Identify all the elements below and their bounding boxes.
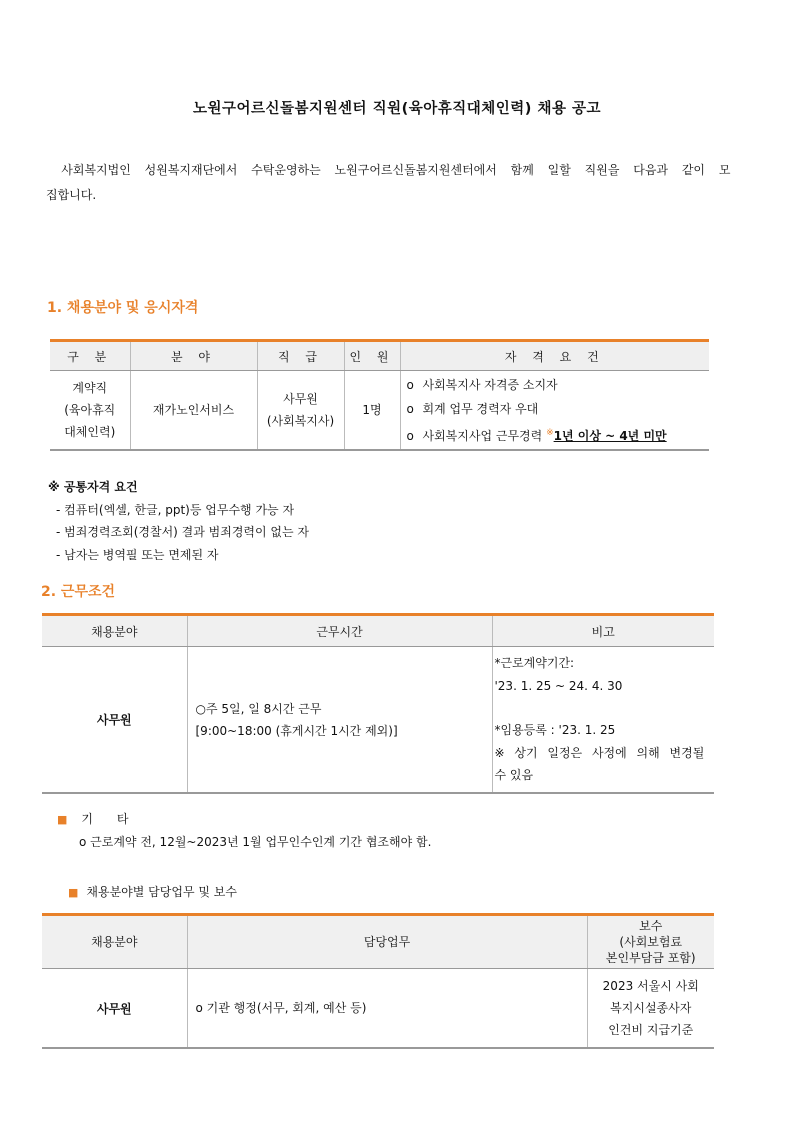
section2-heading: 2. 근무조건: [41, 584, 116, 600]
intro-paragraph: [46, 158, 736, 208]
list-item: - 컴퓨터(엑셀, 한글, ppt)등 업무수행 가능 자: [56, 502, 295, 517]
duties-header-row: [42, 915, 714, 969]
work-header-row: [42, 615, 714, 647]
list-item: o 사회복지사 자격증 소지자: [406, 377, 558, 392]
etc-heading: ■ 기 타: [57, 812, 139, 826]
rank-cell: 사무원 (사회복지사): [257, 371, 344, 451]
col-notes-header: 비고: [492, 615, 714, 647]
col-rank-header: 직 급: [257, 341, 344, 371]
col-duty-header: 담당업무: [187, 915, 587, 969]
type-cell: 계약직 (육아휴직 대체인력): [50, 371, 130, 451]
table-row: [50, 371, 709, 451]
list-item: - 남자는 병역필 또는 면제된 자: [56, 547, 219, 562]
col-field-header: 채용분야: [42, 615, 187, 647]
qualification-header-row: [50, 341, 709, 371]
col-count-header: 인 원: [344, 341, 400, 371]
square-bullet-icon: ■: [57, 813, 68, 826]
common-heading: ※ 공통자격 요건: [48, 480, 138, 494]
col-field-header: 분 야: [130, 341, 257, 371]
col-hours-header: 근무시간: [187, 615, 492, 647]
duties-heading: ■ 채용분야별 담당업무 및 보수: [68, 885, 237, 899]
table-row: [42, 647, 714, 794]
section1-heading: 1. 채용분야 및 응시자격: [47, 300, 199, 316]
col-type-header: 구 분: [50, 341, 130, 371]
quals-cell: [400, 371, 709, 451]
experience-emphasis: 1년 이상 ~ 4년 미만: [553, 428, 667, 443]
work-conditions-table: [42, 613, 714, 794]
list-item: o 회계 업무 경력자 우대: [406, 401, 539, 416]
col-pay-header: 보수 (사회보험료 본인부담금 포함): [587, 915, 714, 969]
page-title: 노원구어르신돌봄지원센터 직원(육아휴직대체인력) 채용 공고: [192, 101, 602, 117]
note-mark: ※: [546, 427, 554, 438]
list-item: o 근로계약 전, 12월~2023년 1월 업무인수인계 기간 협조해야 함.: [79, 835, 432, 849]
list-item: o 사회복지사업 근무경력 ※1년 이상 ~ 4년 미만: [406, 427, 667, 443]
etc-section: [57, 808, 431, 853]
count-cell: 1명: [344, 371, 400, 451]
common-requirements: [48, 476, 309, 566]
duties-pay-table: [42, 913, 714, 1049]
pay-cell: 2023 서울시 사회 복지시설종사자 인건비 지급기준: [587, 969, 714, 1049]
hours-cell: ○주 5일, 일 8시간 근무 [9:00~18:00 (휴게시간 1시간 제외)]: [187, 647, 492, 794]
intro-text: 사회복지법인 성원복지재단에서 수탁운영하는 노원구어르신돌봄지원센터에서 함께 일할 직원을 다음과 같이 모집합니다.: [46, 163, 731, 202]
duty-cell: o 기관 행정(서무, 회계, 예산 등): [187, 969, 587, 1049]
field-cell: 사무원: [42, 647, 187, 794]
notes-cell: *근로계약기간: '23. 1. 25 ~ 24. 4. 30 *임용등록 : '23. 1. 25 ※ 상기 일정은 사정에 의해 변경될 수 있음: [492, 647, 714, 794]
col-quals-header: 자 격 요 건: [400, 341, 709, 371]
square-bullet-icon: ■: [68, 886, 79, 899]
field-cell: 사무원: [42, 969, 187, 1049]
col-field-header: 채용분야: [42, 915, 187, 969]
table-row: [42, 969, 714, 1049]
qualification-table: [50, 339, 709, 451]
list-item: - 범죄경력조회(경찰서) 결과 범죄경력이 없는 자: [56, 525, 310, 539]
field-cell: 재가노인서비스: [130, 371, 257, 451]
